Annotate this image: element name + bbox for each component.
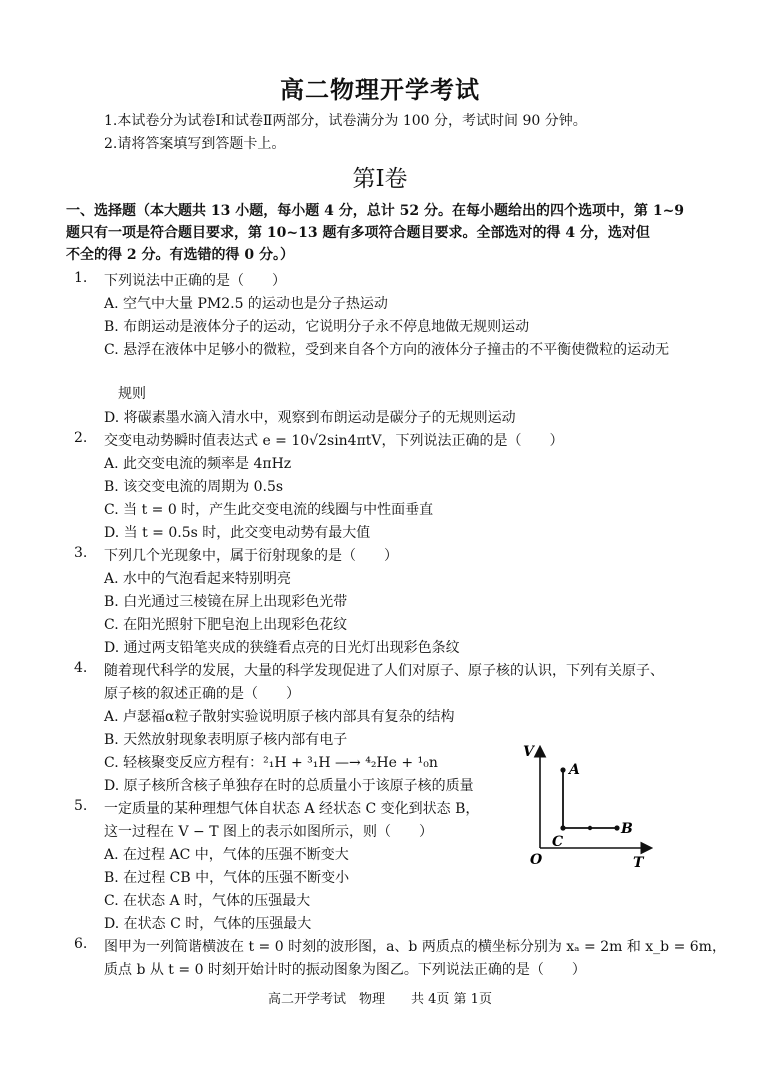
question-stem: 下列说法中正确的是（ ） <box>104 273 286 289</box>
question-stem: 质点 b 从 t = 0 时刻开始计时的振动图象为图乙。下列说法正确的是（ ） <box>104 962 586 978</box>
point-b <box>614 825 619 830</box>
origin-label: O <box>530 852 543 868</box>
question-number: 5. <box>74 798 88 814</box>
question-stem: 一定质量的某种理想气体自状态 A 经状态 C 变化到状态 B， <box>104 801 480 817</box>
a-label: A <box>569 762 580 778</box>
point-mid <box>588 826 592 830</box>
option-line: D. 将碳素墨水滴入清水中，观察到布朗运动是碳分子的无规则运动 <box>104 410 516 426</box>
option-line: A. 此交变电流的频率是 4πHz <box>104 456 292 472</box>
option-line: C. 在状态 A 时，气体的压强最大 <box>104 893 311 909</box>
question-stem: 下列几个光现象中，属于衍射现象的是（ ） <box>104 548 398 564</box>
option-line: B. 白光通过三棱镜在屏上出现彩色光带 <box>104 594 348 610</box>
option-line: B. 布朗运动是液体分子的运动，它说明分子永不停息地做无规则运动 <box>104 319 530 335</box>
c-label: C <box>552 834 564 850</box>
t-axis-label: T <box>633 855 644 870</box>
question-number: 1. <box>74 270 88 286</box>
option-line: D. 当 t = 0.5s 时，此交变电动势有最大值 <box>104 525 371 541</box>
option-line: C. 悬浮在液体中足够小的微粒，受到来自各个方向的液体分子撞击的不平衡使微粒的运动无 <box>104 342 670 358</box>
exam-note-1: 1.本试卷分为试卷Ⅰ和试卷Ⅱ两部分，试卷满分为 100 分，考试时间 90 分钟。 <box>104 113 587 129</box>
b-label: B <box>621 821 633 837</box>
option-line: C. 轻核聚变反应方程有：²₁H + ³₁H —→ ⁴₂He + ¹₀n <box>104 755 438 771</box>
question-stem: 原子核的叙述正确的是（ ） <box>104 686 300 702</box>
option-line: B. 该交变电流的周期为 0.5s <box>104 479 284 495</box>
volume-heading: 第Ⅰ卷 <box>352 166 408 192</box>
question-number: 4. <box>74 660 88 676</box>
question-stem: 随着现代科学的发展，大量的科学发现促进了人们对原子、原子核的认识，下列有关原子、 <box>104 663 664 679</box>
section-line: 不全的得 2 分。有选错的得 0 分。） <box>66 247 294 263</box>
option-line: A. 在过程 AC 中，气体的压强不断变大 <box>104 847 349 863</box>
question-number: 2. <box>74 430 88 446</box>
v-axis-label: V <box>523 744 534 760</box>
question-stem: 这一过程在 V − T 图上的表示如图所示，则（ ） <box>104 824 433 840</box>
exam-note-2: 2.请将答案填写到答题卡上。 <box>104 136 286 152</box>
question-number: 6. <box>74 936 88 952</box>
question-stem: 交变电动势瞬时值表达式 e = 10√2sin4πtV，下列说法正确的是（ ） <box>104 433 564 449</box>
question-stem: 图甲为一列简谐横波在 t = 0 时刻的波形图，a、b 两质点的横坐标分别为 xₐ = 2m 和 x_b = 6m， <box>104 939 726 955</box>
option-line: D. 原子核所含核子单独存在时的总质量小于该原子核的质量 <box>104 778 474 794</box>
option-line: D. 在状态 C 时，气体的压强最大 <box>104 916 312 932</box>
section-line: 一、选择题（本大题共 13 小题，每小题 4 分，总计 52 分。在每小题给出的四个选项中，第 1~9 <box>66 203 685 219</box>
question-number: 3. <box>74 545 88 561</box>
point-c <box>560 825 565 830</box>
option-line: B. 天然放射现象表明原子核内部有电子 <box>104 732 348 748</box>
section-heading <box>66 200 706 266</box>
point-a <box>560 767 565 772</box>
option-line: A. 卢瑟福α粒子散射实验说明原子核内部具有复杂的结构 <box>104 709 455 725</box>
option-line: 规则 <box>104 386 146 402</box>
option-line: D. 通过两支铅笔夹成的狭缝看点亮的日光灯出现彩色条纹 <box>104 640 460 656</box>
option-line: A. 空气中大量 PM2.5 的运动也是分子热运动 <box>104 296 388 312</box>
option-line: B. 在过程 CB 中，气体的压强不断变小 <box>104 870 350 886</box>
exam-title: 高二物理开学考试 <box>280 75 480 104</box>
option-line: C. 当 t = 0 时，产生此交变电流的线圈与中性面垂直 <box>104 502 434 518</box>
option-line: C. 在阳光照射下肥皂泡上出现彩色花纹 <box>104 617 348 633</box>
section-line: 题只有一项是符合题目要求，第 10~13 题有多项符合题目要求。全部选对的得 4 分，选对但 <box>66 225 650 241</box>
page-footer: 高二开学考试 物理 共 4页 第 1页 <box>268 992 492 1007</box>
option-line: A. 水中的气泡看起来特别明亮 <box>104 571 292 587</box>
v-t-graph <box>520 740 660 870</box>
